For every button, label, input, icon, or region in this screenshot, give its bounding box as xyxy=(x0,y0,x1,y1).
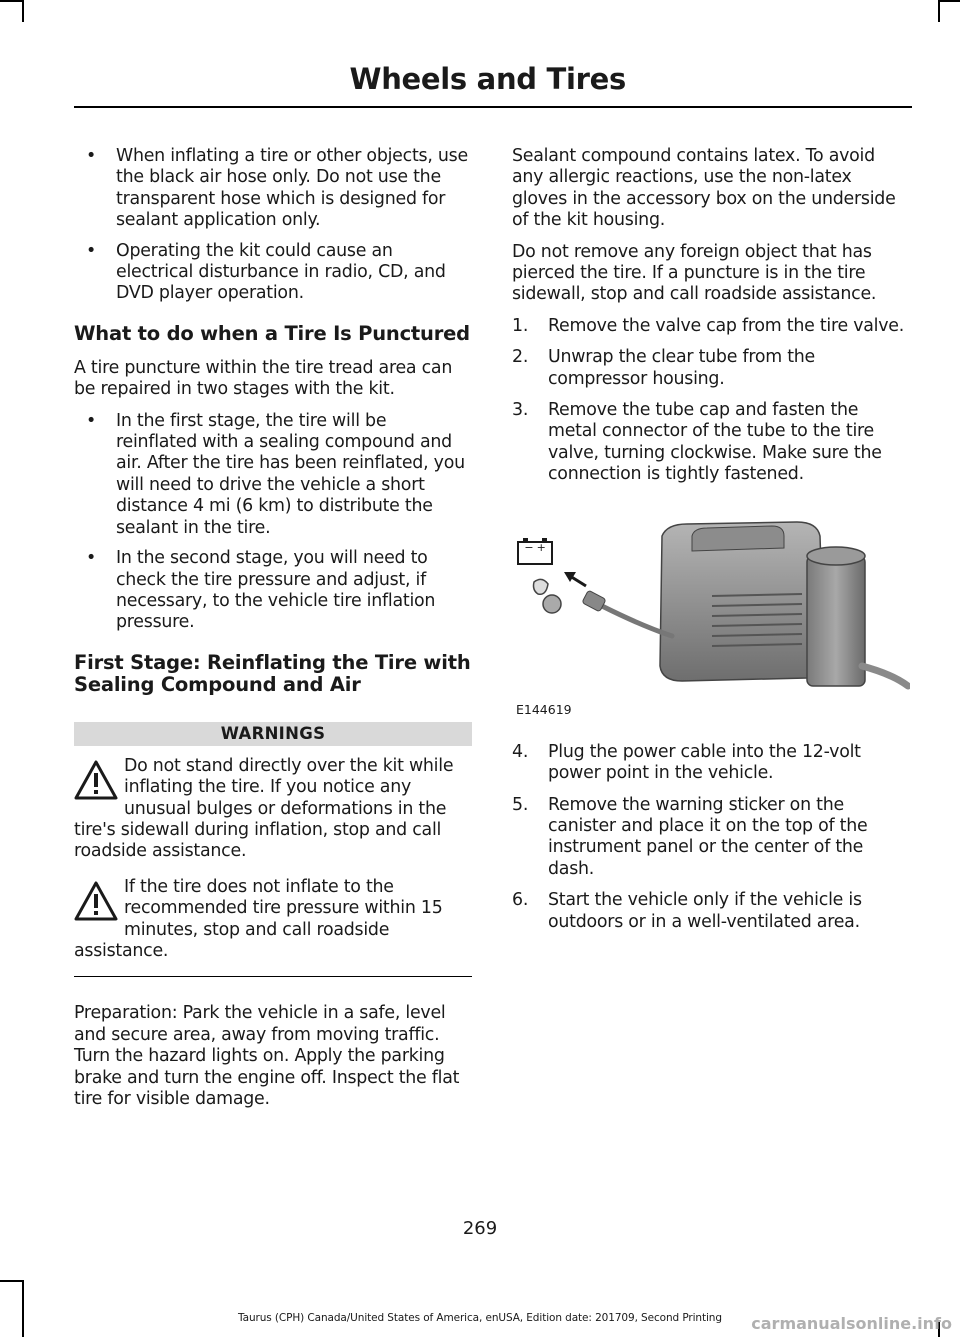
crop-mark xyxy=(938,0,960,2)
page-title: Wheels and Tires xyxy=(349,62,626,96)
crop-mark xyxy=(0,1280,22,1282)
hose-notes-list xyxy=(74,146,472,305)
crop-mark xyxy=(22,1280,24,1337)
list-item: • In the second stage, you will need to check the tire pressure and adjust, if necessary, to the vehicle tire inflation pressure. xyxy=(86,548,436,633)
latex-paragraph: Sealant compound contains latex. To avoid any allergic reactions, use the non-latex gloves in the accessory box on the underside of the kit housing. xyxy=(512,146,896,231)
crop-mark xyxy=(0,0,22,2)
section-heading-first-stage: First Stage: Reinflating the Tire with Sealing Compound and Air xyxy=(74,650,471,696)
warning-item: If the tire does not inflate to the recommended tire pressure within 15 minutes, stop and call roadside assistance. xyxy=(74,876,443,961)
page-number: 269 xyxy=(462,1218,498,1239)
crop-mark xyxy=(938,0,940,22)
footer-edition: Taurus (CPH) Canada/United States of America, enUSA, Edition date: 201709, Second Printing xyxy=(238,1312,722,1324)
steps-list-a xyxy=(512,316,910,486)
stages-list xyxy=(74,411,472,634)
steps-list-b xyxy=(512,742,910,933)
list-item: 1. Remove the valve cap from the tire valve. xyxy=(512,315,905,336)
list-item: 3. Remove the tube cap and fasten the metal connector of the tube to the tire valve, turning clockwise. Make sure the connection is tightly fastened. xyxy=(512,400,882,485)
warnings-divider xyxy=(74,976,472,977)
list-item: • Operating the kit could cause an electrical disturbance in radio, CD, and DVD player operation. xyxy=(86,240,446,304)
foreign-object-paragraph: Do not remove any foreign object that has pierced the tire. If a puncture is in the tire sidewall, stop and call roadside assistance. xyxy=(512,241,877,305)
list-item: 6. Start the vehicle only if the vehicle is outdoors or in a well-ventilated area. xyxy=(512,890,862,932)
intro-paragraph: A tire puncture within the tire tread area can be repaired in two stages with the kit. xyxy=(74,357,453,400)
left-column xyxy=(74,146,472,1120)
list-item: 2. Unwrap the clear tube from the compressor housing. xyxy=(512,347,815,389)
list-item: 4. Plug the power cable into the 12-volt power point in the vehicle. xyxy=(512,741,861,784)
list-item: • In the first stage, the tire will be reinflated with a sealing compound and air. After the tire has been reinflated, you will need to drive the vehicle a short distance 4 mi (6 km) to distribute the sealant in the tire. xyxy=(86,410,465,538)
warning-triangle-icon xyxy=(74,881,118,921)
bullet-icon: • xyxy=(86,146,97,166)
bullet-icon: • xyxy=(86,240,97,261)
warning-triangle-icon xyxy=(74,760,118,800)
list-item: • When inflating a tire or other objects, use the black air hose only. Do not use the transparent hose which is designed for sealant application only. xyxy=(86,146,468,231)
valve-cap-icon xyxy=(543,595,561,613)
header-rule xyxy=(74,106,912,108)
compressor-illustration xyxy=(512,506,910,726)
warning-item: Do not stand directly over the kit while inflating the tire. If you notice any unusual bulges or deformations in the tire's sidewall during inflation, stop and call roadside assistance. xyxy=(74,755,454,862)
figure-code: E144619 xyxy=(516,701,572,717)
right-column xyxy=(512,146,910,943)
warnings-header: WARNINGS xyxy=(74,722,472,746)
compressor-drawing xyxy=(512,506,910,726)
crop-mark xyxy=(22,0,24,22)
watermark: carmanualsonline.info xyxy=(751,1314,952,1333)
bullet-icon: • xyxy=(86,548,97,569)
list-item: 5. Remove the warning sticker on the canister and place it on the top of the instrument panel or the center of the dash. xyxy=(512,794,868,879)
preparation-paragraph: Preparation: Park the vehicle in a safe, level and secure area, away from moving traffic. Turn the hazard lights on. Apply the parking brake and turn the engine off. Inspect the flat tire for visible damage. xyxy=(74,1003,460,1109)
battery-label: − + xyxy=(524,540,546,554)
section-heading-punctured: What to do when a Tire Is Punctured xyxy=(74,321,470,345)
bullet-icon: • xyxy=(86,410,97,431)
